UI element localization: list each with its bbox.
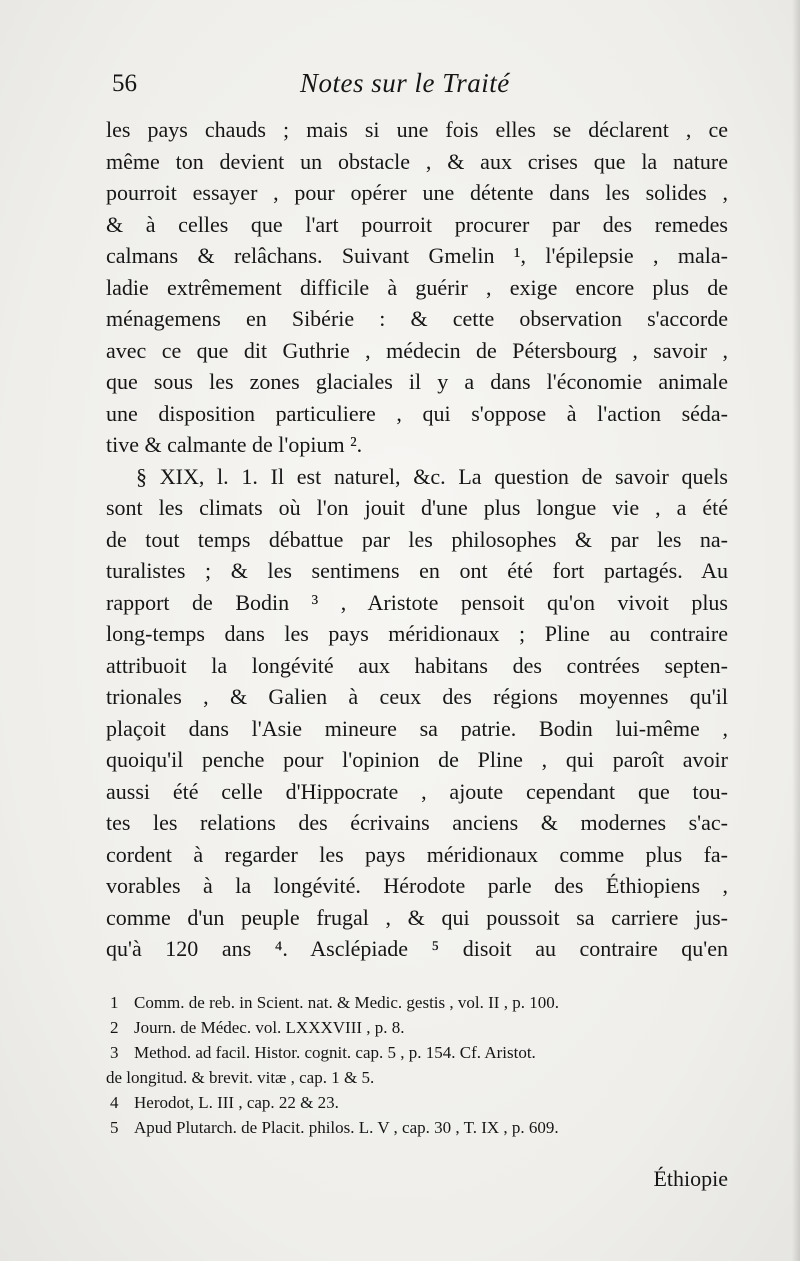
footnote-text: Method. ad facil. Histor. cognit. cap. 5 , p. 154. Cf. Aristot.	[134, 1043, 536, 1062]
text-line: aussi été celle d'Hippocrate , ajoute cependant que tou-	[106, 778, 728, 804]
text-line: attribuoit la longévité aux habitans des contrées septen-	[106, 652, 728, 678]
text-line: comme d'un peuple frugal , & qui poussoit sa carriere jus-	[106, 904, 728, 930]
text-line: sont les climats où l'on jouit d'une plus longue vie , a été	[106, 495, 728, 520]
footnote	[106, 1090, 728, 1115]
footnote-text: de longitud. & brevit. vitæ , cap. 1 & 5.	[106, 1068, 375, 1087]
body-text	[106, 114, 728, 965]
text-line: les pays chauds ; mais si une fois elles se déclarent , ce	[106, 117, 728, 142]
text-line: avec ce que dit Guthrie , médecin de Pétersbourg , savoir ,	[106, 337, 728, 363]
page-number: 56	[112, 70, 137, 97]
footnote-text: Apud Plutarch. de Placit. philos. L. V , cap. 30 , T. IX , p. 609.	[134, 1118, 559, 1137]
page-heading: Notes sur le Traité	[300, 68, 510, 98]
text-line: même ton devient un obstacle , & aux crises que la nature	[106, 148, 728, 174]
text-line: turalistes ; & les sentimens en ont été fort partagés. Au	[106, 558, 728, 583]
text-line: & à celles que l'art pourroit procurer par des remedes	[106, 211, 728, 237]
text-line: long-temps dans les pays méridionaux ; Pline au contraire	[106, 621, 728, 646]
footnote	[106, 990, 728, 1015]
footnote	[106, 1115, 728, 1140]
footnote-number: 2	[110, 1018, 119, 1037]
footnote-text: Journ. de Médec. vol. LXXXVIII , p. 8.	[134, 1018, 405, 1037]
text-line: quoiqu'il penche pour l'opinion de Pline , qui paroît avoir	[106, 747, 728, 772]
text-line: plaçoit dans l'Asie mineure sa patrie. Bodin lui-même ,	[106, 715, 728, 741]
text-line: qu'à 120 ans ⁴. Asclépiade ⁵ disoit au contraire qu'en	[106, 936, 728, 961]
footnotes	[106, 990, 728, 1140]
footnote	[106, 1040, 728, 1065]
footnote-continuation	[106, 1065, 728, 1090]
text-line: tes les relations des écrivains anciens & modernes s'ac-	[106, 810, 728, 835]
text-line: cordent à regarder les pays méridionaux comme plus fa-	[106, 841, 728, 867]
text-line: tive & calmante de l'opium ².	[106, 432, 363, 457]
text-line: ménagemens en Sibérie : & cette observation s'accorde	[106, 306, 728, 331]
text-line: rapport de Bodin ³ , Aristote pensoit qu'on vivoit plus	[106, 589, 728, 615]
text-line: une disposition particuliere , qui s'oppose à l'action séda-	[106, 400, 728, 426]
section-heading-line: § XIX, l. 1. Il est naturel, &c. La question de savoir quels	[136, 463, 728, 489]
catchword: Éthiopie	[653, 1166, 728, 1191]
text-line: pourroit essayer , pour opérer une détente dans les solides ,	[106, 180, 728, 205]
footnote-number: 3	[110, 1043, 119, 1062]
footnote	[106, 1015, 728, 1040]
text-line: trionales , & Galien à ceux des régions moyennes qu'il	[106, 684, 728, 709]
text-line: calmans & relâchans. Suivant Gmelin ¹, l'épilepsie , mala-	[106, 243, 728, 268]
footnote-number: 4	[110, 1093, 119, 1112]
text-line: ladie extrêmement difficile à guérir , exige encore plus de	[106, 274, 728, 300]
footnote-text: Comm. de reb. in Scient. nat. & Medic. gestis , vol. II , p. 100.	[134, 993, 559, 1012]
text-line: que sous les zones glaciales il y a dans l'économie animale	[106, 369, 728, 394]
footnote-number: 1	[110, 993, 119, 1012]
text-line: vorables à la longévité. Hérodote parle des Éthiopiens ,	[106, 873, 728, 898]
running-head	[108, 68, 608, 108]
footnote-text: Herodot, L. III , cap. 22 & 23.	[134, 1093, 339, 1112]
text-line: de tout temps débattue par les philosophes & par les na-	[106, 526, 728, 552]
footnote-number: 5	[110, 1118, 119, 1137]
